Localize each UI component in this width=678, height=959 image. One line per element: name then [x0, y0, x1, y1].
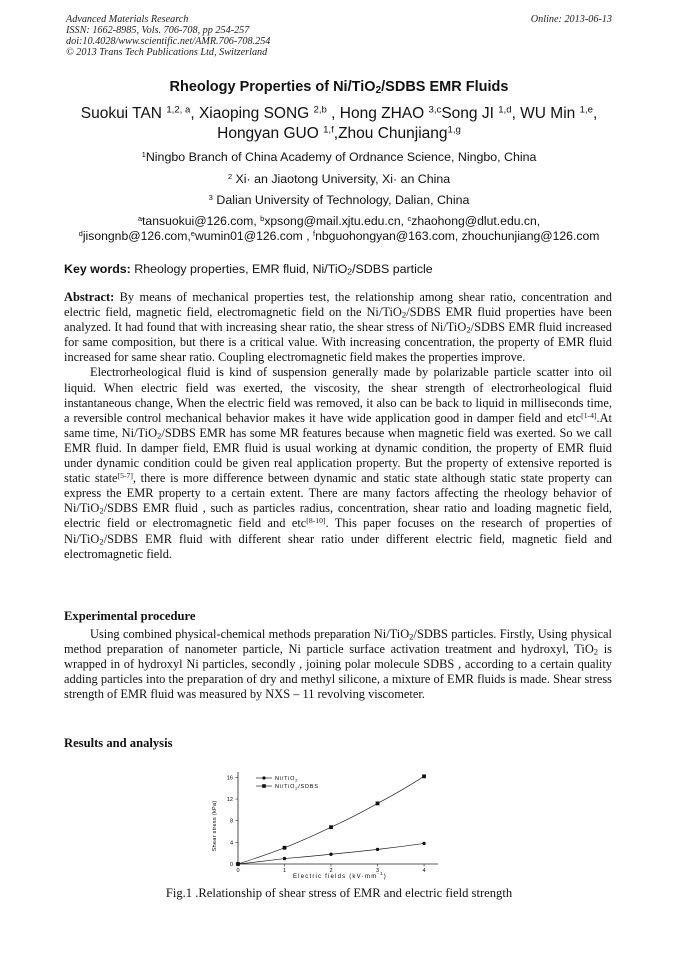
author: Song JI	[441, 105, 499, 122]
text-run: , there is more difference between dynamic and static state although static state property can express the EMR property to a certain extent. There are many factors affecting the rheology behavior of Ni/TiO	[64, 471, 613, 516]
email-sup: c	[407, 213, 412, 223]
legend-label-sub: 2	[295, 777, 299, 783]
text-run: /SDBS EMR fluid , such as particles radius, concentration, shear ratio and loading magnetic field, electric field or electromagnetic field and etc	[64, 501, 612, 531]
text-run: . This paper focuses on the research of properties of Ni/TiO	[64, 516, 612, 546]
text-run: Electrorheological fluid is kind of suspension generally made by polarizable particle scatter into oil liquid. When electric field was exerted, the viscosity, the shear strength of electrorheological fluid instantaneous change, When the electric field was removed, it also can be back to liquid in milliseconds time, a reversible control mechanical behavior makes it have wide application good in damper field and etc	[64, 365, 612, 425]
text-run: Using combined physical-chemical methods preparation Ni/TiO	[90, 627, 410, 641]
sub: 2	[99, 506, 104, 517]
y-tick-label: 16	[226, 775, 233, 782]
keywords-sub: 2	[347, 266, 353, 277]
experimental-paragraph	[64, 627, 612, 702]
email-sup: d	[78, 228, 83, 238]
page-header	[66, 14, 612, 58]
author: , WU Min	[511, 105, 580, 122]
sub: 2	[401, 309, 407, 320]
copyright-line: © 2013 Trans Tech Publications Ltd, Switzerland	[66, 47, 268, 58]
citation: [5-7]	[117, 470, 133, 480]
y-tick-label: 8	[229, 818, 233, 825]
author-sup: 3,c	[428, 104, 442, 116]
title-text-tail: /SDBS EMR Fluids	[381, 79, 509, 95]
sub: 2	[409, 631, 414, 642]
x-tick-label: 4	[422, 868, 426, 874]
intro-paragraph	[64, 365, 612, 561]
legend-marker	[262, 784, 266, 788]
email-sup: f	[313, 228, 316, 238]
email[interactable]: tansuokui@126.com,	[142, 214, 261, 228]
affiliation-1	[0, 150, 678, 164]
data-point	[376, 801, 380, 805]
legend-label-text: Ni/TiO	[275, 784, 296, 790]
sub: 2	[466, 324, 471, 335]
author-sup: 1,f	[323, 124, 334, 136]
legend-label	[275, 776, 298, 783]
text-run: /SDBS EMR fluid with different shear ratio under different electric field, magnetic field and electromagnetic field.	[64, 531, 612, 561]
data-point	[422, 774, 426, 778]
section-heading-experimental: Experimental procedure	[64, 609, 196, 623]
x-tick-label: 1	[282, 868, 287, 874]
legend-label-sub: 2	[295, 785, 299, 791]
keywords-text: Rheology properties, EMR fluid, Ni/TiO	[130, 262, 348, 276]
author-sup: 1,e	[579, 104, 593, 116]
text-run: /SDBS EMR has some MR features because when magnetic field was exerted. So we call EMR fluid. In damper field, EMR fluid is usual working at dynamic condition, the property of EMR fluid under dynamic condition could be given real application property. But the property of extensive reported is static state	[64, 425, 612, 486]
x-axis-label	[293, 871, 387, 880]
sub: 2	[99, 536, 104, 547]
chart-legend	[256, 776, 319, 791]
data-point	[376, 848, 379, 851]
legend-marker	[262, 776, 265, 779]
citation: [1-4]	[581, 410, 597, 420]
figure-1-chart	[200, 764, 450, 880]
affiliation-text: Ningbo Branch of China Academy of Ordnance Science, Ningbo, China	[145, 150, 537, 164]
sub: 2	[157, 430, 162, 441]
issn-line: ISSN: 1662-8985, Vols. 706-708, pp 254-257	[66, 25, 250, 36]
data-point	[283, 846, 287, 850]
author-sup: 1,2, a	[166, 104, 191, 116]
affiliation-num: 3	[208, 192, 213, 202]
journal-name: Advanced Materials Research	[66, 14, 189, 25]
affiliation-3	[0, 193, 678, 207]
abstract-block	[64, 290, 612, 562]
text-run: is wrapped in of hydroxyl Ni particles, secondly , joining polar molecule SDBS , according to a certain quality adding particles into the preparation of dry and methyl silicone, a mixture of EMR fluids is made. Shear stress strength of EMR fluid was measured by NXS – 11 revolving viscometer.	[64, 642, 612, 702]
email-sup: e	[190, 228, 195, 238]
author: Hongyan GUO	[217, 125, 324, 142]
online-date: Online: 2013-06-13	[530, 14, 612, 25]
x-tick-label: 2	[329, 868, 333, 874]
legend-label	[275, 784, 319, 791]
author-sep: ,	[592, 105, 598, 122]
keywords-tail: /SDBS particle	[352, 262, 433, 276]
data-point	[236, 862, 240, 866]
text-run: By means of mechanical properties test, the relationship among shear ratio, concentration and electric field, magnetic field, electromagnetic field on the Ni/TiO	[64, 290, 612, 320]
section-heading-results: Results and analysis	[64, 736, 173, 750]
y-tick-label: 0	[229, 862, 233, 868]
data-point	[422, 842, 425, 845]
y-axis-label: Shear stress (kPa)	[212, 800, 218, 852]
experimental-block	[64, 627, 612, 702]
affiliation-text: Dalian University of Technology, Dalian, China	[212, 193, 470, 207]
email-sup: a	[137, 213, 143, 223]
legend-label-text: Ni/TiO	[275, 776, 296, 782]
doi-line: doi:10.4028/www.scientific.net/AMR.706-708.254	[66, 36, 271, 47]
affiliation-num: 2	[227, 171, 233, 181]
sub: 2	[593, 646, 599, 657]
x-axis-label-sup: -1	[377, 871, 384, 876]
paper-title	[0, 79, 678, 95]
author: , Hong ZHAO	[326, 105, 429, 122]
author: ,Zhou Chunjiang	[333, 125, 448, 142]
data-point	[283, 857, 286, 860]
x-axis-label-text: Electric fields (kV·mm	[292, 874, 378, 880]
x-axis-label-tail: )	[383, 874, 388, 880]
title-sub: 2	[375, 85, 382, 97]
text-run: .At same time, Ni/TiO	[64, 410, 612, 440]
author-sup: 1,g	[447, 124, 461, 136]
author-sup: 1,d	[498, 104, 512, 116]
keywords-label: Key words:	[64, 262, 131, 276]
text-run: /SDBS EMR fluid increased for same composition, but there is a critical value. With increasing concentration, the property of EMR fluid increased for same shear ratio. Coupling electromagnetic field makes the properties improve.	[64, 320, 612, 365]
author: , Xiaoping SONG	[190, 105, 314, 122]
email[interactable]: zhaohong@dlut.edu.cn,	[411, 214, 541, 228]
affiliation-text: Xi· an Jiaotong University, Xi· an China	[232, 172, 451, 186]
legend-label-tail: /SDBS	[298, 784, 319, 790]
x-tick-label: 3	[376, 868, 380, 874]
chart-series	[236, 774, 426, 865]
series-line-1	[238, 776, 424, 864]
y-tick-label: 12	[226, 797, 233, 804]
email[interactable]: jisongnb@126.com,	[82, 229, 191, 243]
email-sup: b	[260, 213, 265, 223]
email[interactable]: wumin01@126.com ,	[194, 229, 313, 243]
text-run: /SDBS EMR fluid properties have been analyzed. It had found that with increasing shear ratio, the shear stress of Ni/TiO	[64, 305, 612, 335]
email[interactable]: xpsong@mail.xjtu.edu.cn,	[264, 214, 408, 228]
author-list	[50, 104, 628, 144]
figure-caption: Fig.1 .Relationship of shear stress of EMR and electric field strength	[165, 886, 513, 900]
email-list	[40, 214, 638, 244]
text-run: /SDBS particles. Firstly, Using physical method preparation of nanometer particle, Ni particle surface activation treatment and hydroxyl, TiO	[64, 627, 612, 657]
abstract-paragraph	[64, 290, 612, 365]
email[interactable]: nbguohongyan@163.com, zhouchunjiang@126.com	[315, 229, 600, 243]
author-sup: 2,b	[313, 104, 327, 116]
data-point	[329, 825, 333, 829]
affiliation-num: 1	[141, 149, 146, 159]
title-text: Rheology Properties of Ni/TiO	[169, 79, 376, 95]
author: Suokui TAN	[80, 105, 167, 122]
data-point	[329, 853, 332, 856]
citation: [8-10]	[306, 516, 326, 526]
keywords	[64, 262, 624, 276]
y-tick-label: 4	[229, 840, 233, 847]
chart-ticks	[227, 775, 426, 874]
abstract-label: Abstract:	[64, 290, 115, 304]
affiliation-2	[0, 172, 678, 186]
x-tick-label: 0	[236, 868, 240, 874]
